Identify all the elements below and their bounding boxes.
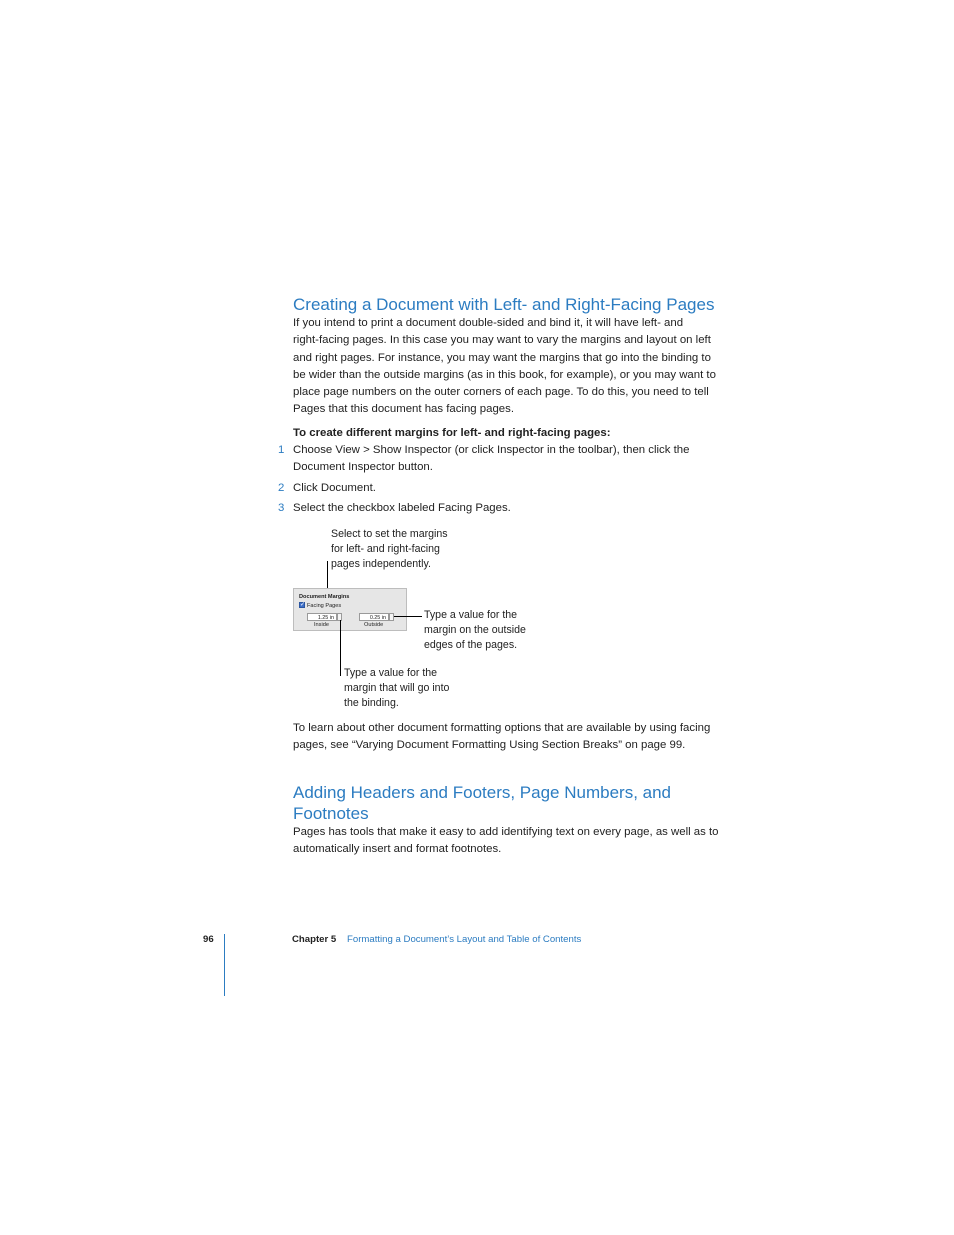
callout-line: Select to set the margins [331, 528, 448, 540]
outside-margin-field[interactable]: 0.25 in [359, 613, 389, 621]
step-number: 2 [278, 482, 285, 494]
intro-paragraph [293, 315, 716, 419]
paragraph-line: If you intend to print a document double-sided and bind it, it will have left- and [293, 317, 684, 329]
step-line: Choose View > Show Inspector (or click Inspector in the toolbar), then click the [293, 444, 690, 456]
callout-line: the binding. [344, 697, 399, 709]
panel-title: Document Margins [299, 594, 350, 600]
chapter-title: Formatting a Document’s Layout and Table of Contents [347, 934, 582, 945]
paragraph-line: automatically insert and format footnotes. [293, 843, 502, 856]
paragraph-line: be wider than the outside margins (as in this book, for example), or you may want to [293, 368, 716, 381]
callout-leader-line [394, 616, 422, 617]
inside-margin-field[interactable]: 1.25 in [307, 613, 337, 621]
step-text: Click Document. [293, 482, 376, 494]
heading-line: Footnotes [293, 804, 369, 823]
step-number: 3 [278, 502, 285, 514]
checkmark-icon: ✓ [300, 602, 306, 608]
step-line: Document Inspector button. [293, 461, 433, 474]
outside-stepper[interactable] [389, 613, 394, 621]
callout-facing-pages [331, 527, 448, 572]
outside-label: Outside [364, 622, 384, 628]
step-number: 1 [278, 444, 285, 456]
callout-line: margin that will go into [344, 682, 450, 694]
paragraph-line: right-facing pages. In this case you may want to vary the margins and layout on left [293, 334, 711, 347]
paragraph-line: Pages has tools that make it easy to add identifying text on every page, as well as to [293, 826, 719, 838]
paragraph-line: pages, see “Varying Document Formatting Using Section Breaks” on page 99. [293, 739, 686, 752]
chapter-label: Chapter 5 [292, 934, 337, 945]
heading-line: Adding Headers and Footers, Page Numbers, and [293, 783, 672, 802]
section2-paragraph [293, 824, 719, 859]
callout-line: for left- and right-facing [331, 543, 440, 555]
callout-line: edges of the pages. [424, 639, 518, 651]
document-margins-panel [293, 588, 407, 631]
section-heading [293, 782, 671, 824]
checkbox-label: Facing Pages [307, 603, 342, 609]
callout-line: pages independently. [331, 558, 431, 570]
footer-rule [224, 934, 225, 996]
paragraph-line: place page numbers on the outer corners of each page. To do this, you need to tell [293, 386, 709, 399]
step-text: Select the checkbox labeled Facing Pages. [293, 502, 511, 514]
step-text [293, 442, 689, 477]
paragraph-line: and right pages. For instance, you may want the margins that go into the binding to [293, 351, 711, 364]
section-heading: Creating a Document with Left- and Right-Facing Pages [293, 295, 715, 314]
after-figure-paragraph [293, 720, 710, 755]
paragraph-line: To learn about other document formatting options that are available by using facing [293, 722, 711, 734]
callout-line: Type a value for the [424, 609, 518, 621]
callout-leader-line [340, 620, 341, 676]
callout-line: margin on the outside [424, 624, 526, 636]
callout-inside-margin [344, 666, 449, 711]
facing-pages-checkbox[interactable] [299, 602, 305, 608]
paragraph-line: Pages that this document has facing pages. [293, 403, 514, 416]
task-title: To create different margins for left- and right-facing pages: [293, 427, 611, 439]
callout-line: Type a value for the [344, 667, 438, 679]
page-number: 96 [203, 934, 214, 945]
inside-label: Inside [314, 622, 329, 628]
callout-outside-margin [424, 608, 526, 653]
